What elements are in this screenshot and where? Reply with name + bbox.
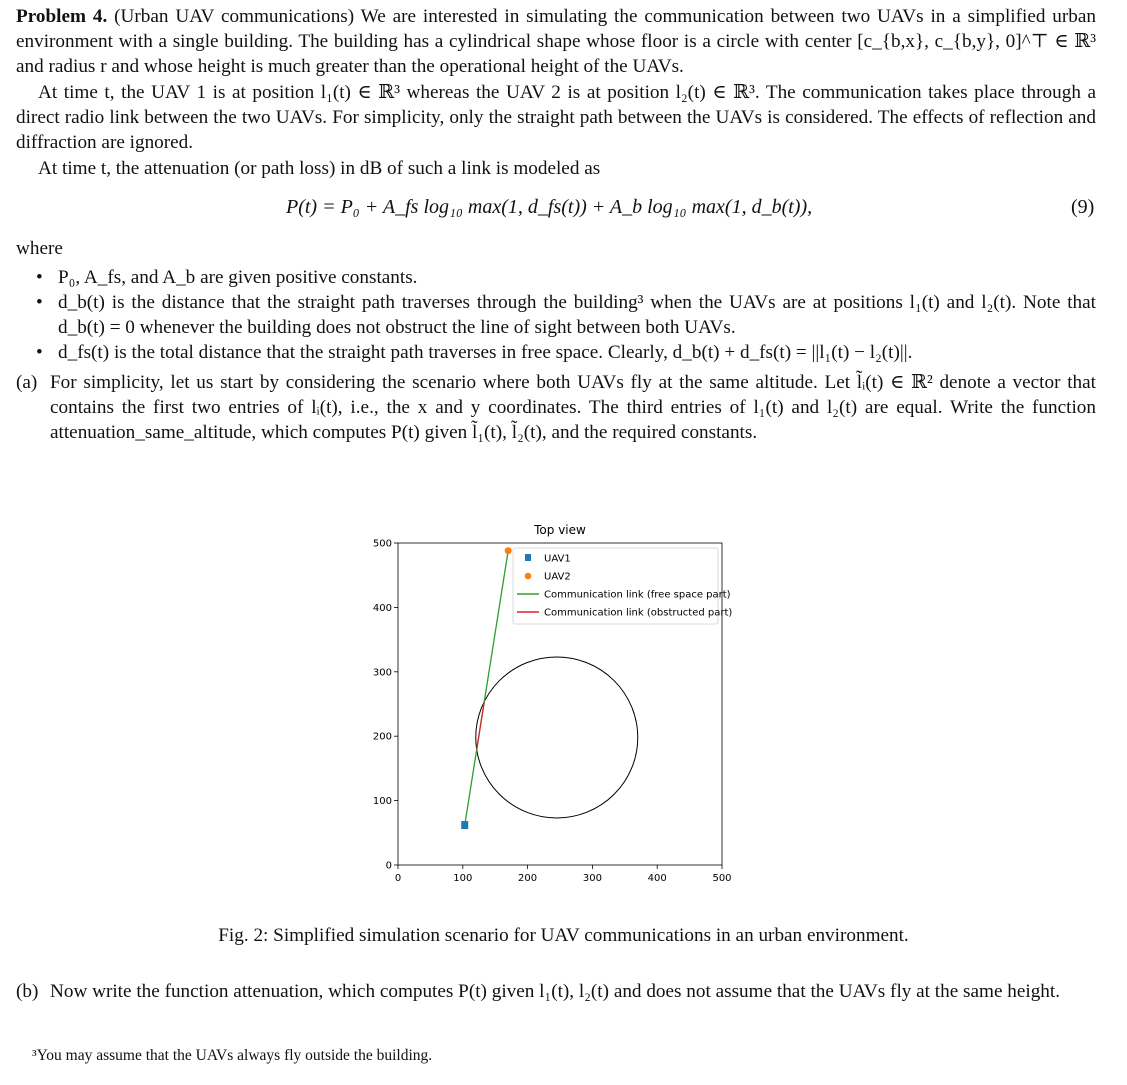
x-tick-label: 100 [453,873,473,884]
x-tick-label: 400 [647,873,667,884]
footnote: ³You may assume that the UAVs always fly outside the building. [32,1047,433,1064]
equation-number: (9) [1071,196,1095,218]
legend-uav1-label: UAV1 [544,553,571,565]
part-b-label: (b) [16,981,39,1002]
bullet-text: P₀, A_fs, and A_b are given positive constants. [58,267,418,288]
y-tick-label: 200 [372,731,392,743]
definition-list [16,265,1096,365]
x-tick-label: 500 [712,873,732,884]
uav1-marker [461,821,468,829]
building-circle [476,657,638,818]
legend-uav2-swatch [525,573,532,580]
chart-title: Top view [534,523,586,537]
figure-caption: Fig. 2: Simplified simulation scenario for UAV communications in an urban environment. [218,925,909,946]
top-view-chart [360,518,740,890]
list-item: • d_fs(t) is the total distance that the straight path traverses in free space. Clearly, d_b(t) + d_fs(t) = ||l₁(t) − l₂(t)||. [36,342,913,363]
intro-paragraph-1 [16,4,1096,79]
where-label: where [16,238,63,259]
link-free-space [465,551,508,825]
list-item: • P₀, A_fs, and A_b are given positive constants. [36,267,418,288]
x-tick-label: 0 [394,873,402,884]
uav2-marker [505,547,512,554]
part-b [16,979,1096,1004]
legend-link-obstructed-label: Communication link (obstructed part) [544,607,733,619]
y-tick-label: 100 [372,796,392,808]
bullet-text: d_b(t) is the distance that the straight path traverses through the building³ when the UAVs are at positions l₁(t) and l₂(t). Note that d_b(t) = 0 whenever the building does not obstruct the line of sight between both UAVs. [58,292,1096,338]
part-a-text: For simplicity, let us start by considering the scenario where both UAVs fly at the same altitude. Let l̃ᵢ(t) ∈ ℝ² denote a vector that contains the first two entries of lᵢ(t), i.e., the x and y coordinates. The third entries of l₁(t) and l₂(t) are equal. Write the function attenuation_same_altitude, which computes P(t) given l̃₁(t), l̃₂(t), and the required constants. [50,372,1096,443]
intro-paragraph-3: At time t, the attenuation (or path loss) in dB of such a link is modeled as [38,158,601,179]
attenuation-equation: P(t) = P₀ + A_fs log₁₀ max(1, d_fs(t)) + A_b log₁₀ max(1, d_b(t)), [286,196,813,218]
legend-uav2-label: UAV2 [544,571,571,583]
y-tick-label: 400 [372,602,392,614]
x-tick-label: 300 [582,873,602,884]
y-tick-label: 500 [372,538,392,550]
legend-link-free-label: Communication link (free space part) [544,589,731,601]
y-tick-label: 300 [372,667,392,679]
bullet-text: d_fs(t) is the total distance that the straight path traverses in free space. Clearly, d_b(t) + d_fs(t) = ||l₁(t) − l₂(t)||. [58,342,913,363]
part-b-text: Now write the function attenuation, which computes P(t) given l₁(t), l₂(t) and does not assume that the UAVs fly at the same height. [50,981,1061,1002]
list-item: • d_b(t) is the distance that the straight path traverses through the building³ when the UAVs are at positions l₁(t) and l₂(t). Note that d_b(t) = 0 whenever the building does not obstruct the line of sight between both UAVs. [36,292,1096,338]
legend-uav1-swatch [525,554,531,561]
link-obstructed [477,702,485,750]
problem-heading: Problem 4. [16,6,108,27]
part-a-label: (a) [16,372,38,393]
part-a [16,370,1096,445]
equation-row [0,196,1127,224]
intro-text-1: (Urban UAV communications) We are interested in simulating the communication between two UAVs in a simplified urban environment with a single building. The building has a cylindrical shape whose floor is a circle with center [c_{b,x}, c_{b,y}, 0]^⊤ ∈ ℝ³ and radius r and whose height is much greater than the operational height of the UAVs. [16,6,1096,77]
intro-paragraph-2: At time t, the UAV 1 is at position l₁(t) ∈ ℝ³ whereas the UAV 2 is at position l₂(t) ∈ ℝ³. The communication takes place through a direct radio link between the two UAVs. For simplicity, only the straight path between the UAVs is considered. The effects of reflection and diffraction are ignored. [16,82,1096,153]
y-tick-label: 0 [385,860,392,872]
x-tick-label: 200 [518,873,538,884]
